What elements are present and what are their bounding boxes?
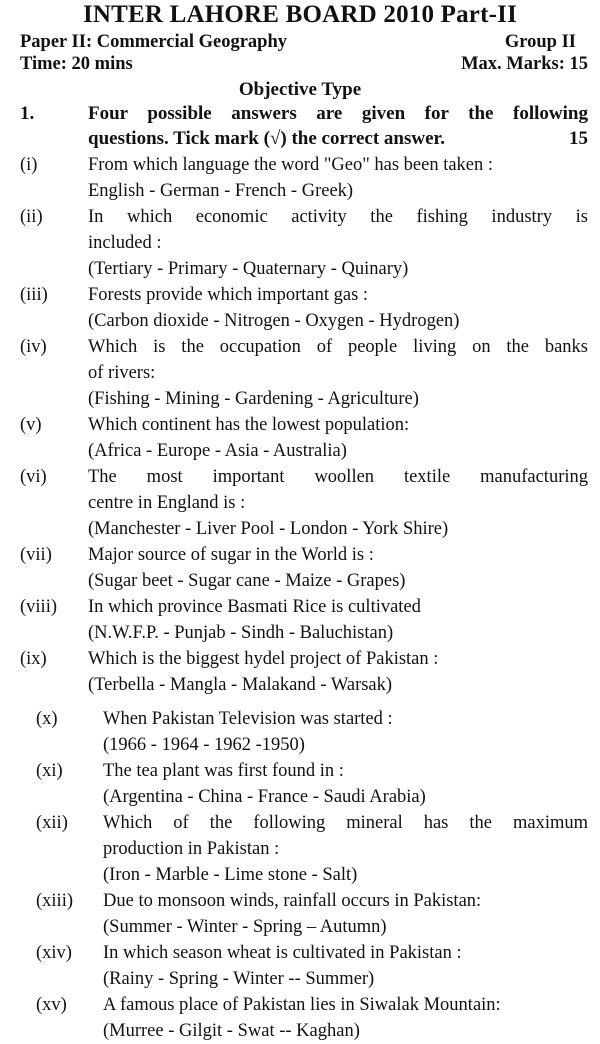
question-text: The tea plant was first found in : bbox=[103, 761, 344, 781]
question-text: of rivers: bbox=[88, 363, 156, 383]
question-item bbox=[36, 888, 588, 940]
question-item bbox=[36, 992, 588, 1044]
question-text: In which economic activity the fishing industry is bbox=[88, 207, 588, 227]
answer-options: (1966 - 1964 - 1962 -1950) bbox=[103, 735, 305, 755]
answer-options: (Rainy - Spring - Winter -- Summer) bbox=[103, 969, 375, 989]
question-item bbox=[20, 204, 588, 282]
question-text: In which province Basmati Rice is cultivated bbox=[88, 597, 421, 617]
question-text: The most important woollen textile manufacturing bbox=[88, 467, 588, 487]
question-text: Which continent has the lowest population: bbox=[88, 415, 410, 435]
answer-options: (Sugar beet - Sugar cane - Maize - Grapes) bbox=[88, 571, 406, 591]
answer-options: (Iron - Marble - Lime stone - Salt) bbox=[103, 865, 358, 885]
question-number: (xii) bbox=[36, 813, 68, 833]
question-text: Forests provide which important gas : bbox=[88, 285, 369, 305]
answer-options: (Tertiary - Primary - Quaternary - Quinary) bbox=[88, 259, 409, 279]
answer-options: (Murree - Gilgit - Swat -- Kaghan) bbox=[103, 1021, 360, 1041]
group-label: Group II bbox=[504, 32, 576, 52]
question-text: Major source of sugar in the World is : bbox=[88, 545, 374, 565]
question-number: (vii) bbox=[20, 545, 52, 565]
question-text: When Pakistan Television was started : bbox=[103, 709, 393, 729]
question-text: Which is the biggest hydel project of Pakistan : bbox=[88, 649, 439, 669]
question-item bbox=[20, 334, 588, 412]
max-marks-label: Max. Marks: 15 bbox=[461, 54, 588, 74]
paper-row bbox=[20, 31, 588, 53]
answer-options: English - German - French - Greek) bbox=[88, 181, 354, 201]
question-item bbox=[36, 810, 588, 888]
question-number: (viii) bbox=[20, 597, 57, 617]
question-number: 1. bbox=[20, 103, 35, 124]
question-item bbox=[36, 706, 588, 758]
answer-options: (N.W.F.P. - Punjab - Sindh - Baluchistan) bbox=[88, 623, 394, 643]
question-item bbox=[20, 646, 588, 698]
question-text: A famous place of Pakistan lies in Siwalak Mountain: bbox=[103, 995, 501, 1015]
answer-options: (Fishing - Mining - Gardening - Agriculture) bbox=[88, 389, 419, 409]
instruction-line-2: questions. Tick mark (√) the correct answer. bbox=[88, 128, 445, 149]
question-item bbox=[36, 940, 588, 992]
question-number: (ii) bbox=[20, 207, 43, 227]
time-label: Time: 20 mins bbox=[20, 54, 133, 74]
question-item bbox=[20, 594, 588, 646]
question-number: (xiv) bbox=[36, 943, 72, 963]
question-text: Which of the following mineral has the maximum bbox=[103, 813, 588, 833]
question-text: centre in England is : bbox=[88, 493, 246, 513]
question-number: (iv) bbox=[20, 337, 47, 357]
question-item bbox=[20, 464, 588, 542]
question-text: production in Pakistan : bbox=[103, 839, 280, 859]
question-number: (iii) bbox=[20, 285, 48, 305]
time-row bbox=[20, 53, 588, 75]
instruction-marks: 15 bbox=[569, 128, 588, 149]
question-number: (v) bbox=[20, 415, 42, 435]
question-number: (x) bbox=[36, 709, 58, 729]
question-item bbox=[20, 152, 588, 204]
section-heading: Objective Type bbox=[238, 79, 362, 100]
answer-options: (Africa - Europe - Asia - Australia) bbox=[88, 441, 347, 461]
instruction-line-1: Four possible answers are given for the following bbox=[88, 103, 588, 124]
question-text: Due to monsoon winds, rainfall occurs in Pakistan: bbox=[103, 891, 482, 911]
question-number: (xi) bbox=[36, 761, 63, 781]
question-text: From which language the word "Geo" has been taken : bbox=[88, 155, 494, 175]
question-number: (xv) bbox=[36, 995, 67, 1015]
answer-options: (Summer - Winter - Spring – Autumn) bbox=[103, 917, 387, 937]
paper-name: Paper II: Commercial Geography bbox=[20, 32, 288, 52]
question-text: Which is the occupation of people living on the banks bbox=[88, 337, 588, 357]
question-item bbox=[20, 282, 588, 334]
question-number: (i) bbox=[20, 155, 38, 175]
question-item bbox=[36, 758, 588, 810]
question-item bbox=[20, 542, 588, 594]
answer-options: (Manchester - Liver Pool - London - York Shire) bbox=[88, 519, 449, 539]
answer-options: (Terbella - Mangla - Malakand - Warsak) bbox=[88, 675, 393, 695]
question-number: (vi) bbox=[20, 467, 47, 487]
question-text: In which season wheat is cultivated in Pakistan : bbox=[103, 943, 462, 963]
question-item bbox=[20, 412, 588, 464]
question-number: (xiii) bbox=[36, 891, 73, 911]
question-number: (ix) bbox=[20, 649, 47, 669]
answer-options: (Carbon dioxide - Nitrogen - Oxygen - Hydrogen) bbox=[88, 311, 460, 331]
page-title: INTER LAHORE BOARD 2010 Part-II bbox=[83, 1, 517, 28]
question-text: included : bbox=[88, 233, 162, 253]
answer-options: (Argentina - China - France - Saudi Arabia) bbox=[103, 787, 426, 807]
